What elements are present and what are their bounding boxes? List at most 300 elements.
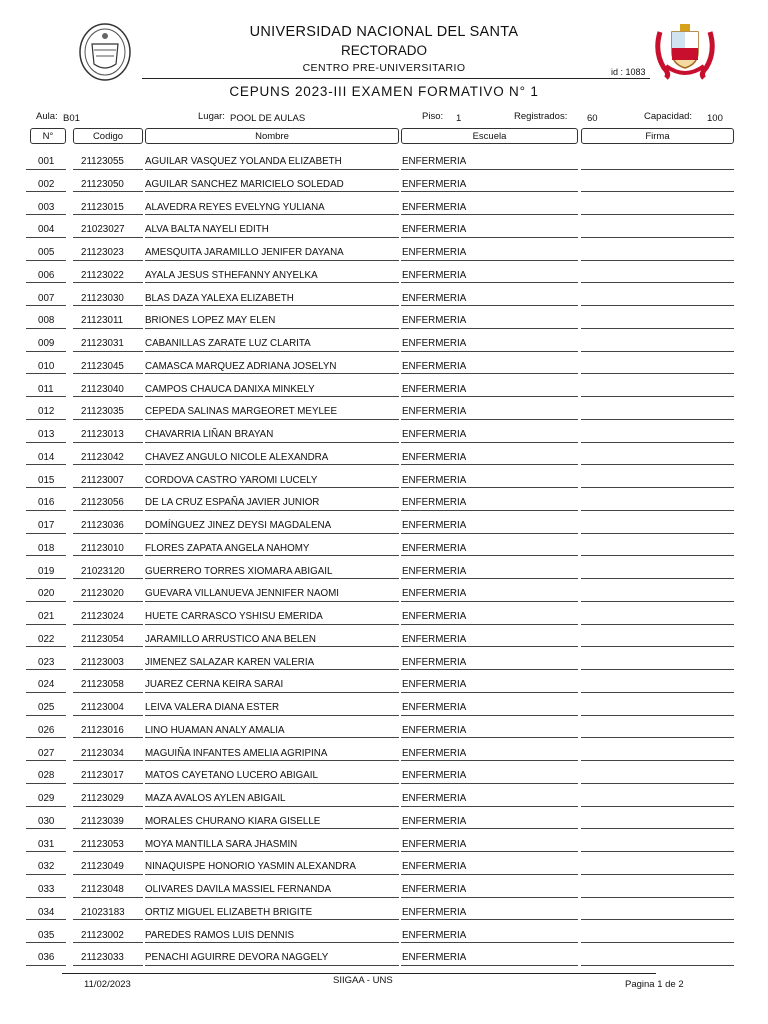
- row-underline: [401, 715, 578, 716]
- table-row: [0, 858, 768, 881]
- row-underline: [145, 373, 399, 374]
- row-underline: [73, 828, 143, 829]
- row-school: ENFERMERIA: [402, 429, 467, 440]
- row-underline: [401, 737, 578, 738]
- row-code: 21123010: [81, 542, 124, 554]
- row-underline: [73, 191, 143, 192]
- row-number: 003: [38, 201, 55, 213]
- row-number: 036: [38, 952, 55, 964]
- row-underline: [145, 919, 399, 920]
- row-number: 021: [38, 611, 55, 622]
- row-underline: [401, 965, 578, 966]
- row-underline: [73, 737, 143, 738]
- table-row: [0, 563, 768, 586]
- row-number: 019: [38, 565, 55, 577]
- row-name: BLAS DAZA YALEXA ELIZABETH: [145, 292, 294, 304]
- signature-line: [581, 533, 734, 534]
- row-number: 024: [38, 679, 55, 691]
- row-number: 005: [38, 247, 55, 258]
- row-code: 21123049: [81, 861, 124, 873]
- row-code: 21023027: [81, 224, 125, 236]
- row-number: 016: [38, 497, 55, 509]
- row-underline: [145, 578, 399, 579]
- row-school: ENFERMERIA: [402, 724, 467, 736]
- row-underline: [145, 214, 399, 215]
- row-code: 21123022: [81, 269, 124, 281]
- row-underline: [401, 942, 578, 943]
- signature-line: [581, 760, 734, 761]
- row-code: 21123058: [81, 679, 124, 691]
- row-underline: [26, 965, 66, 966]
- row-number: 008: [38, 315, 55, 327]
- table-row: [0, 790, 768, 813]
- row-code: 21123002: [81, 929, 124, 941]
- row-underline: [26, 851, 66, 852]
- row-name: CHAVARRIA LIÑAN BRAYAN: [145, 429, 274, 440]
- signature-line: [581, 828, 734, 829]
- row-underline: [73, 169, 143, 170]
- row-code: 21123040: [81, 383, 124, 395]
- row-underline: [26, 191, 66, 192]
- row-number: 018: [38, 542, 55, 554]
- table-row: [0, 585, 768, 608]
- row-school: ENFERMERIA: [402, 861, 467, 873]
- row-underline: [145, 897, 399, 898]
- row-number: 022: [38, 633, 55, 645]
- table-row: [0, 403, 768, 426]
- row-name: LINO HUAMAN ANALY AMALIA: [145, 724, 285, 736]
- row-school: ENFERMERIA: [402, 747, 467, 759]
- row-underline: [73, 351, 143, 352]
- row-code: 21123054: [81, 633, 124, 645]
- row-code: 21123024: [81, 611, 124, 622]
- signature-line: [581, 806, 734, 807]
- table-row: [0, 176, 768, 199]
- signature-line: [581, 965, 734, 966]
- row-underline: [73, 669, 143, 670]
- signature-line: [581, 328, 734, 329]
- lugar-value: POOL DE AULAS: [230, 113, 306, 124]
- table-row: [0, 813, 768, 836]
- row-underline: [26, 260, 66, 261]
- row-underline: [145, 942, 399, 943]
- row-name: MAGUIÑA INFANTES AMELIA AGRIPINA: [145, 747, 328, 759]
- table-row: [0, 767, 768, 790]
- row-underline: [26, 282, 66, 283]
- lugar-label: Lugar:: [198, 111, 225, 122]
- row-underline: [145, 624, 399, 625]
- row-underline: [145, 851, 399, 852]
- row-underline: [401, 760, 578, 761]
- table-row: [0, 426, 768, 449]
- center-name: CENTRO PRE-UNIVERSITARIO: [302, 62, 466, 74]
- row-underline: [73, 510, 143, 511]
- row-code: 21023183: [81, 906, 125, 918]
- row-number: 032: [38, 861, 55, 873]
- table-row: [0, 540, 768, 563]
- table-row: [0, 335, 768, 358]
- row-underline: [26, 760, 66, 761]
- signature-line: [581, 237, 734, 238]
- row-code: 21123048: [81, 884, 124, 895]
- row-code: 21123003: [81, 656, 124, 668]
- row-school: ENFERMERIA: [402, 406, 467, 418]
- row-underline: [145, 191, 399, 192]
- row-underline: [73, 533, 143, 534]
- signature-line: [581, 487, 734, 488]
- registrados-value: 60: [587, 113, 598, 124]
- row-underline: [401, 624, 578, 625]
- row-name: FLORES ZAPATA ANGELA NAHOMY: [145, 542, 310, 554]
- row-number: 013: [38, 429, 55, 440]
- row-number: 015: [38, 474, 55, 486]
- row-underline: [145, 669, 399, 670]
- row-name: AYALA JESUS STHEFANNY ANYELKA: [145, 269, 318, 281]
- table-row: [0, 153, 768, 176]
- signature-line: [581, 669, 734, 670]
- row-underline: [401, 510, 578, 511]
- table-row: [0, 358, 768, 381]
- row-underline: [401, 464, 578, 465]
- row-name: JARAMILLO ARRUSTICO ANA BELEN: [145, 633, 316, 645]
- column-header-signature: Firma: [581, 128, 734, 144]
- table-row: [0, 199, 768, 222]
- row-underline: [73, 919, 143, 920]
- row-underline: [401, 874, 578, 875]
- table-row: [0, 290, 768, 313]
- signature-line: [581, 624, 734, 625]
- table-row: [0, 221, 768, 244]
- row-school: ENFERMERIA: [402, 952, 467, 964]
- table-row: [0, 722, 768, 745]
- signature-line: [581, 464, 734, 465]
- row-name: LEIVA VALERA DIANA ESTER: [145, 702, 280, 713]
- row-underline: [26, 169, 66, 170]
- table-row: [0, 517, 768, 540]
- signature-line: [581, 373, 734, 374]
- row-school: ENFERMERIA: [402, 702, 467, 713]
- row-underline: [73, 214, 143, 215]
- row-number: 011: [38, 383, 54, 395]
- row-underline: [26, 214, 66, 215]
- row-underline: [26, 464, 66, 465]
- row-underline: [26, 942, 66, 943]
- row-underline: [73, 373, 143, 374]
- row-school: ENFERMERIA: [402, 269, 467, 281]
- row-name: CABANILLAS ZARATE LUZ CLARITA: [145, 338, 311, 349]
- row-name: GUEVARA VILLANUEVA JENNIFER NAOMI: [145, 588, 339, 600]
- table-row: [0, 904, 768, 927]
- row-code: 21123020: [81, 588, 124, 600]
- row-underline: [26, 874, 66, 875]
- row-number: 029: [38, 793, 55, 804]
- table-row: [0, 949, 768, 972]
- row-underline: [401, 305, 578, 306]
- column-header-number: N°: [30, 128, 66, 144]
- row-school: ENFERMERIA: [402, 633, 467, 645]
- exam-title: CEPUNS 2023-III EXAMEN FORMATIVO N° 1: [229, 84, 539, 99]
- table-row: [0, 449, 768, 472]
- aula-value: B01: [63, 113, 80, 124]
- row-underline: [26, 715, 66, 716]
- row-underline: [26, 533, 66, 534]
- row-school: ENFERMERIA: [402, 793, 467, 804]
- row-number: 004: [38, 224, 55, 236]
- row-number: 017: [38, 520, 55, 531]
- row-number: 028: [38, 770, 55, 782]
- row-underline: [26, 828, 66, 829]
- row-number: 034: [38, 906, 55, 918]
- row-school: ENFERMERIA: [402, 474, 467, 486]
- row-school: ENFERMERIA: [402, 679, 467, 691]
- row-name: ALVA BALTA NAYELI EDITH: [145, 224, 269, 236]
- table-row: [0, 836, 768, 859]
- row-underline: [73, 328, 143, 329]
- column-header-school: Escuela: [401, 128, 578, 144]
- row-underline: [26, 737, 66, 738]
- table-row: [0, 312, 768, 335]
- row-underline: [401, 237, 578, 238]
- signature-line: [581, 874, 734, 875]
- row-school: ENFERMERIA: [402, 292, 467, 304]
- row-underline: [73, 806, 143, 807]
- row-underline: [26, 487, 66, 488]
- row-underline: [26, 601, 66, 602]
- row-name: AGUILAR SANCHEZ MARICIELO SOLEDAD: [145, 178, 344, 190]
- signature-line: [581, 692, 734, 693]
- row-code: 21123007: [81, 474, 124, 486]
- row-code: 21123004: [81, 702, 124, 713]
- row-underline: [145, 646, 399, 647]
- row-code: 21123050: [81, 178, 124, 190]
- row-underline: [73, 555, 143, 556]
- row-underline: [145, 237, 399, 238]
- row-number: 001: [38, 156, 55, 167]
- signature-line: [581, 578, 734, 579]
- row-underline: [401, 555, 578, 556]
- row-school: ENFERMERIA: [402, 315, 467, 327]
- row-name: MATOS CAYETANO LUCERO ABIGAIL: [145, 770, 318, 782]
- row-number: 012: [38, 406, 55, 418]
- row-underline: [401, 260, 578, 261]
- row-name: CEPEDA SALINAS MARGEORET MEYLEE: [145, 406, 338, 418]
- row-code: 21123053: [81, 838, 124, 850]
- capacidad-label: Capacidad:: [644, 111, 693, 122]
- row-underline: [401, 487, 578, 488]
- row-code: 21123033: [81, 952, 124, 964]
- row-underline: [145, 760, 399, 761]
- row-underline: [401, 669, 578, 670]
- signature-line: [581, 601, 734, 602]
- row-underline: [401, 419, 578, 420]
- row-name: CHAVEZ ANGULO NICOLE ALEXANDRA: [145, 451, 329, 463]
- row-number: 031: [38, 838, 55, 850]
- aula-label: Aula:: [36, 111, 58, 122]
- footer-date: 11/02/2023: [84, 979, 131, 990]
- row-underline: [145, 487, 399, 488]
- signature-line: [581, 851, 734, 852]
- row-school: ENFERMERIA: [402, 156, 467, 167]
- row-name: CORDOVA CASTRO YAROMI LUCELY: [145, 474, 318, 486]
- table-row: [0, 608, 768, 631]
- signature-line: [581, 396, 734, 397]
- row-name: AGUILAR VASQUEZ YOLANDA ELIZABETH: [145, 156, 342, 167]
- row-name: DE LA CRUZ ESPAÑA JAVIER JUNIOR: [145, 497, 320, 509]
- header-divider: [142, 78, 650, 79]
- row-code: 21123029: [81, 793, 124, 804]
- signature-line: [581, 646, 734, 647]
- column-header-code: Codigo: [73, 128, 143, 144]
- row-underline: [73, 464, 143, 465]
- row-number: 025: [38, 702, 55, 713]
- row-underline: [26, 897, 66, 898]
- row-underline: [73, 692, 143, 693]
- row-underline: [145, 692, 399, 693]
- row-number: 002: [38, 178, 55, 190]
- signature-line: [581, 214, 734, 215]
- row-underline: [26, 373, 66, 374]
- row-underline: [401, 692, 578, 693]
- row-number: 009: [38, 338, 55, 349]
- table-row: [0, 699, 768, 722]
- row-number: 030: [38, 815, 55, 827]
- row-underline: [401, 806, 578, 807]
- row-name: HUETE CARRASCO YSHISU EMERIDA: [145, 611, 323, 622]
- row-underline: [401, 783, 578, 784]
- table-row: [0, 745, 768, 768]
- signature-line: [581, 169, 734, 170]
- row-underline: [401, 282, 578, 283]
- row-code: 21123035: [81, 406, 124, 418]
- row-name: ALAVEDRA REYES EVELYNG YULIANA: [145, 201, 325, 213]
- row-underline: [145, 351, 399, 352]
- capacidad-value: 100: [707, 113, 723, 124]
- row-underline: [145, 874, 399, 875]
- table-row: [0, 494, 768, 517]
- row-underline: [73, 260, 143, 261]
- row-underline: [145, 601, 399, 602]
- row-code: 21123039: [81, 815, 124, 827]
- row-underline: [73, 965, 143, 966]
- row-school: ENFERMERIA: [402, 611, 467, 622]
- row-underline: [73, 601, 143, 602]
- table-row: [0, 267, 768, 290]
- row-underline: [145, 715, 399, 716]
- row-underline: [401, 646, 578, 647]
- row-school: ENFERMERIA: [402, 906, 467, 918]
- signature-line: [581, 305, 734, 306]
- row-underline: [145, 555, 399, 556]
- row-underline: [145, 783, 399, 784]
- footer-page-number: Pagina 1 de 2: [625, 979, 684, 990]
- row-underline: [26, 328, 66, 329]
- row-underline: [401, 351, 578, 352]
- row-code: 21123055: [81, 156, 124, 167]
- row-underline: [26, 305, 66, 306]
- row-underline: [26, 646, 66, 647]
- row-underline: [73, 897, 143, 898]
- row-underline: [73, 874, 143, 875]
- row-name: BRIONES LOPEZ MAY ELEN: [145, 315, 276, 327]
- row-school: ENFERMERIA: [402, 338, 467, 349]
- row-school: ENFERMERIA: [402, 360, 467, 372]
- row-school: ENFERMERIA: [402, 884, 467, 895]
- row-number: 010: [38, 360, 55, 372]
- row-code: 21123016: [81, 724, 124, 736]
- table-row: [0, 927, 768, 950]
- row-name: DOMÍNGUEZ JINEZ DEYSI MAGDALENA: [145, 520, 332, 531]
- row-name: PAREDES RAMOS LUIS DENNIS: [145, 929, 294, 941]
- row-underline: [73, 851, 143, 852]
- row-underline: [145, 305, 399, 306]
- row-school: ENFERMERIA: [402, 201, 467, 213]
- table-row: [0, 676, 768, 699]
- row-name: NINAQUISPE HONORIO YASMIN ALEXANDRA: [145, 861, 356, 873]
- row-underline: [145, 806, 399, 807]
- row-school: ENFERMERIA: [402, 542, 467, 554]
- row-code: 21023120: [81, 565, 125, 577]
- row-underline: [26, 692, 66, 693]
- row-underline: [26, 442, 66, 443]
- signature-line: [581, 715, 734, 716]
- row-school: ENFERMERIA: [402, 588, 467, 600]
- row-underline: [73, 578, 143, 579]
- row-underline: [401, 442, 578, 443]
- row-underline: [73, 396, 143, 397]
- row-school: ENFERMERIA: [402, 178, 467, 190]
- row-underline: [73, 282, 143, 283]
- row-underline: [401, 533, 578, 534]
- signature-line: [581, 282, 734, 283]
- table-row: [0, 244, 768, 267]
- row-code: 21123023: [81, 247, 124, 258]
- row-underline: [401, 601, 578, 602]
- piso-label: Piso:: [422, 111, 444, 122]
- row-underline: [401, 828, 578, 829]
- row-underline: [26, 806, 66, 807]
- row-number: 027: [38, 747, 55, 759]
- row-underline: [26, 237, 66, 238]
- row-underline: [401, 169, 578, 170]
- row-name: MOYA MANTILLA SARA JHASMIN: [145, 838, 298, 850]
- signature-line: [581, 442, 734, 443]
- row-school: ENFERMERIA: [402, 224, 467, 236]
- signature-line: [581, 737, 734, 738]
- row-name: AMESQUITA JARAMILLO JENIFER DAYANA: [145, 247, 344, 258]
- row-code: 21123056: [81, 497, 124, 509]
- piso-value: 1: [456, 113, 462, 124]
- row-underline: [26, 669, 66, 670]
- row-underline: [73, 419, 143, 420]
- university-name: UNIVERSIDAD NACIONAL DEL SANTA: [249, 24, 519, 40]
- row-underline: [401, 373, 578, 374]
- row-underline: [145, 442, 399, 443]
- document-id: id : 1083: [611, 67, 646, 77]
- row-underline: [145, 169, 399, 170]
- row-school: ENFERMERIA: [402, 565, 467, 577]
- signature-line: [581, 942, 734, 943]
- row-number: 007: [38, 292, 55, 304]
- row-name: PENACHI AGUIRRE DEVORA NAGGELY: [145, 952, 329, 964]
- row-underline: [401, 214, 578, 215]
- row-underline: [26, 783, 66, 784]
- row-underline: [145, 965, 399, 966]
- row-school: ENFERMERIA: [402, 838, 467, 850]
- row-number: 035: [38, 929, 55, 941]
- row-underline: [26, 510, 66, 511]
- signature-line: [581, 260, 734, 261]
- row-code: 21123042: [81, 451, 124, 463]
